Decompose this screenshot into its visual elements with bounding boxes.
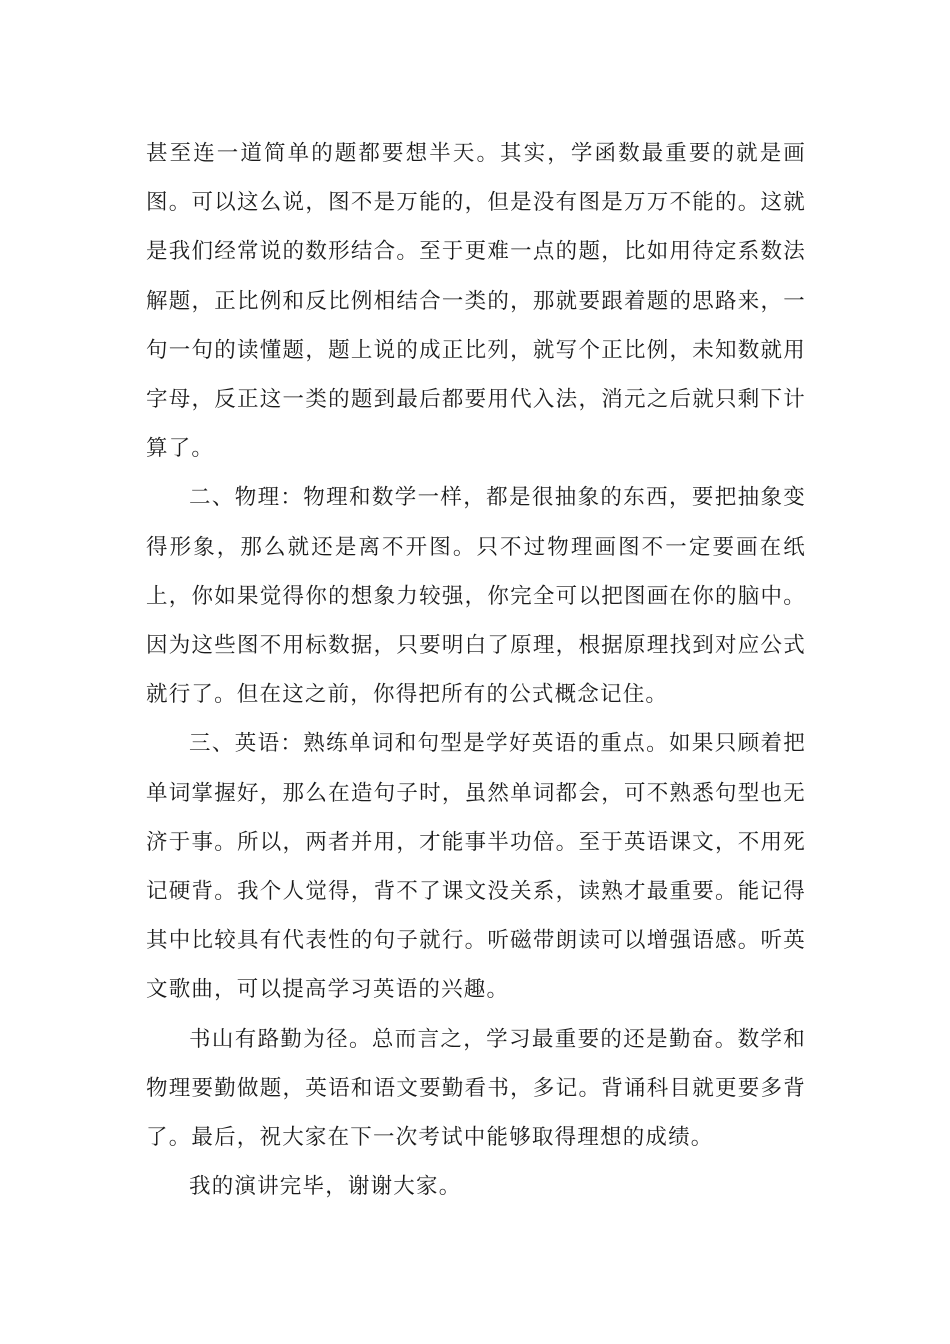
paragraph-english: 三、英语：熟练单词和句型是学好英语的重点。如果只顾着把单词掌握好，那么在造句子时，虽然单词都会，可不熟悉句型也无济于事。所以，两者并用，才能事半功倍。至于英语课文，不用死记硬背。我个人觉得，背不了课文没关系，读熟才最重要。能记得其中比较具有代表性的句子就行。听磁带朗读可以增强语感。听英文歌曲，可以提高学习英语的兴趣。 xyxy=(146,731,806,1003)
paragraph-math-continued: 甚至连一道简单的题都要想半天。其实，学函数最重要的就是画图。可以这么说，图不是万能的，但是没有图是万万不能的。这就是我们经常说的数形结合。至于更难一点的题，比如用待定系数法解题，正比例和反比例相结合一类的，那就要跟着题的思路来，一句一句的读懂题，题上说的成正比列，就写个正比例，未知数就用字母，反正这一类的题到最后都要用代入法，消元之后就只剩下计算了。 xyxy=(146,141,806,462)
document-body xyxy=(146,129,806,1211)
paragraph-physics: 二、物理：物理和数学一样，都是很抽象的东西，要把抽象变得形象，那么就还是离不开图。只不过物理画图不一定要画在纸上，你如果觉得你的想象力较强，你完全可以把图画在你的脑中。因为这些图不用标数据，只要明白了原理，根据原理找到对应公式就行了。但在这之前，你得把所有的公式概念记住。 xyxy=(146,485,806,708)
paragraph-conclusion: 书山有路勤为径。总而言之，学习最重要的还是勤奋。数学和物理要勤做题，英语和语文要勤看书，多记。背诵科目就更要多背了。最后，祝大家在下一次考试中能够取得理想的成绩。 xyxy=(146,1026,806,1151)
paragraph-closing: 我的演讲完毕，谢谢大家。 xyxy=(189,1174,462,1200)
